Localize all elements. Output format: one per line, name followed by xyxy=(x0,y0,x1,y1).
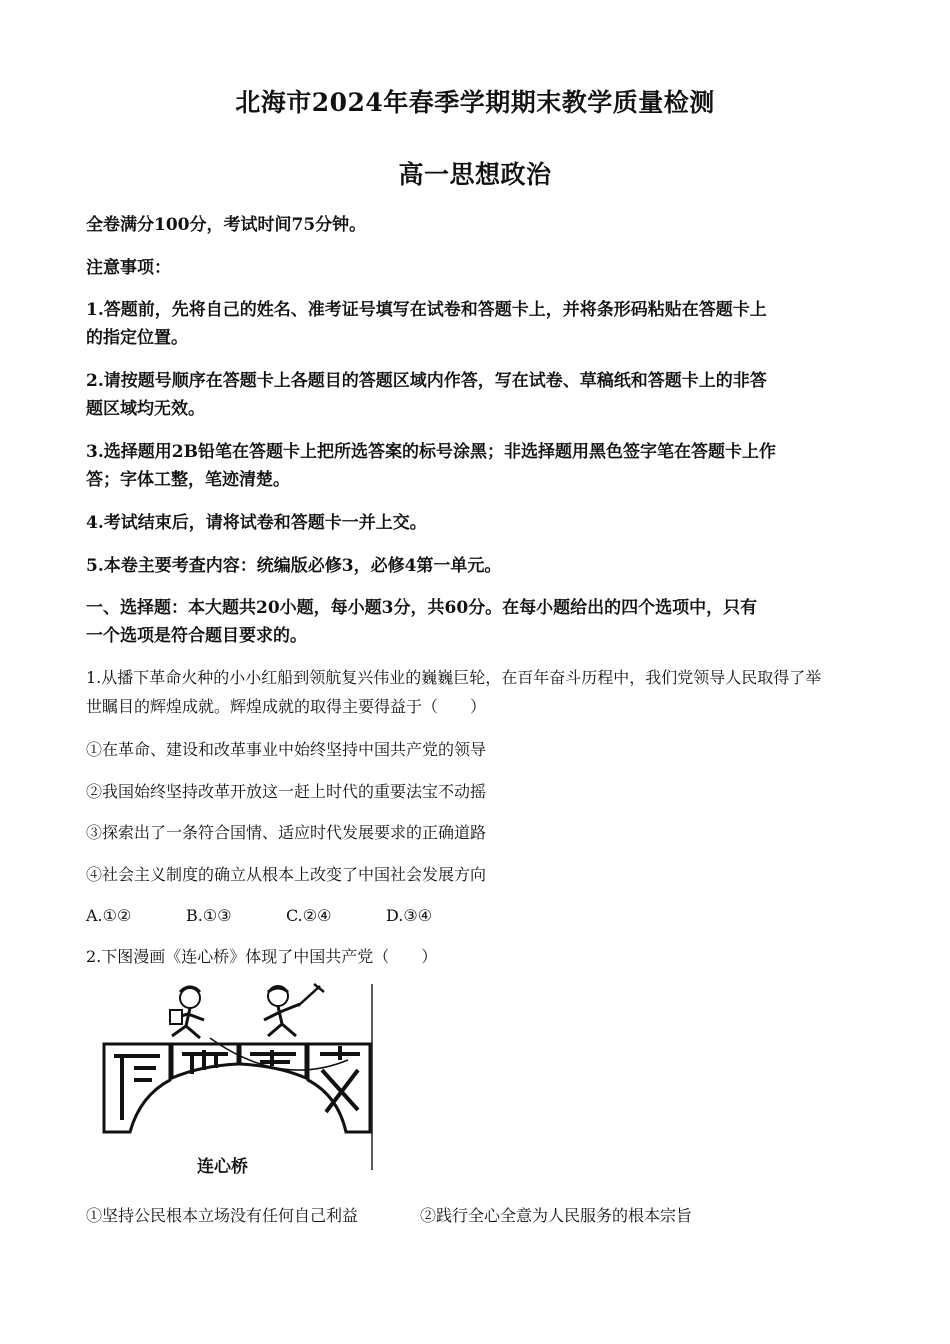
q2-item-2: ②践行全心全意为人民服务的根本宗旨 xyxy=(420,1206,693,1225)
q2-item-1: ①坚持公民根本立场没有任何自己利益 xyxy=(86,1206,359,1225)
q1-item-3: ③探索出了一条符合国情、适应时代发展要求的正确道路 xyxy=(86,823,487,842)
note-1-line-2: 的指定位置。 xyxy=(86,328,188,348)
note-2-line-1: 2.请按题号顺序在答题卡上各题目的答题区域内作答，写在试卷、草稿纸和答题卡上的非答 xyxy=(86,371,767,391)
section-1-heading-line-2: 一个选项是符合题目要求的。 xyxy=(86,626,307,646)
note-3-line-1: 3.选择题用2B铅笔在答题卡上把所选答案的标号涂黑；非选择题用黑色签字笔在答题卡上作 xyxy=(86,442,776,462)
q1-choice-c: C.②④ xyxy=(286,906,332,925)
cartoon-bridge-illustration xyxy=(100,980,376,1180)
q1-item-4: ④社会主义制度的确立从根本上改变了中国社会发展方向 xyxy=(86,865,487,884)
note-5: 5.本卷主要考查内容：统编版必修3，必修4第一单元。 xyxy=(86,556,502,576)
exam-title: 北海市2024年春季学期期末教学质量检测 xyxy=(235,88,715,117)
note-2-line-2: 题区域均无效。 xyxy=(86,399,205,419)
q1-stem-line-1: 1.从播下革命火种的小小红船到领航复兴伟业的巍巍巨轮，在百年奋斗历程中，我们党领导人民取得了举 xyxy=(86,668,822,687)
q1-stem-line-2: 世瞩目的辉煌成就。辉煌成就的取得主要得益于（ ） xyxy=(86,697,487,716)
note-1-line-1: 1.答题前，先将自己的姓名、准考证号填写在试卷和答题卡上，并将条形码粘贴在答题卡上 xyxy=(86,300,767,320)
q2-stem: 2.下图漫画《连心桥》体现了中国共产党（ ） xyxy=(86,947,438,966)
section-1-heading-line-1: 一、选择题：本大题共20小题，每小题3分，共60分。在每小题给出的四个选项中，只有 xyxy=(86,598,758,618)
q1-choice-b: B.①③ xyxy=(186,906,232,925)
exam-subject: 高一思想政治 xyxy=(398,160,552,189)
q1-item-2: ②我国始终坚持改革开放这一赶上时代的重要法宝不动摇 xyxy=(86,782,487,801)
q1-choice-d: D.③④ xyxy=(386,906,433,925)
cartoon-caption: 连心桥 xyxy=(197,1157,248,1177)
note-4: 4.考试结束后，请将试卷和答题卡一并上交。 xyxy=(86,513,427,533)
score-time-note: 全卷满分100分，考试时间75分钟。 xyxy=(86,215,367,235)
q1-item-1: ①在革命、建设和改革事业中始终坚持中国共产党的领导 xyxy=(86,740,487,759)
note-3-line-2: 答；字体工整，笔迹清楚。 xyxy=(86,470,290,490)
q1-choice-a: A.①② xyxy=(86,906,132,925)
notes-heading: 注意事项： xyxy=(86,258,171,278)
